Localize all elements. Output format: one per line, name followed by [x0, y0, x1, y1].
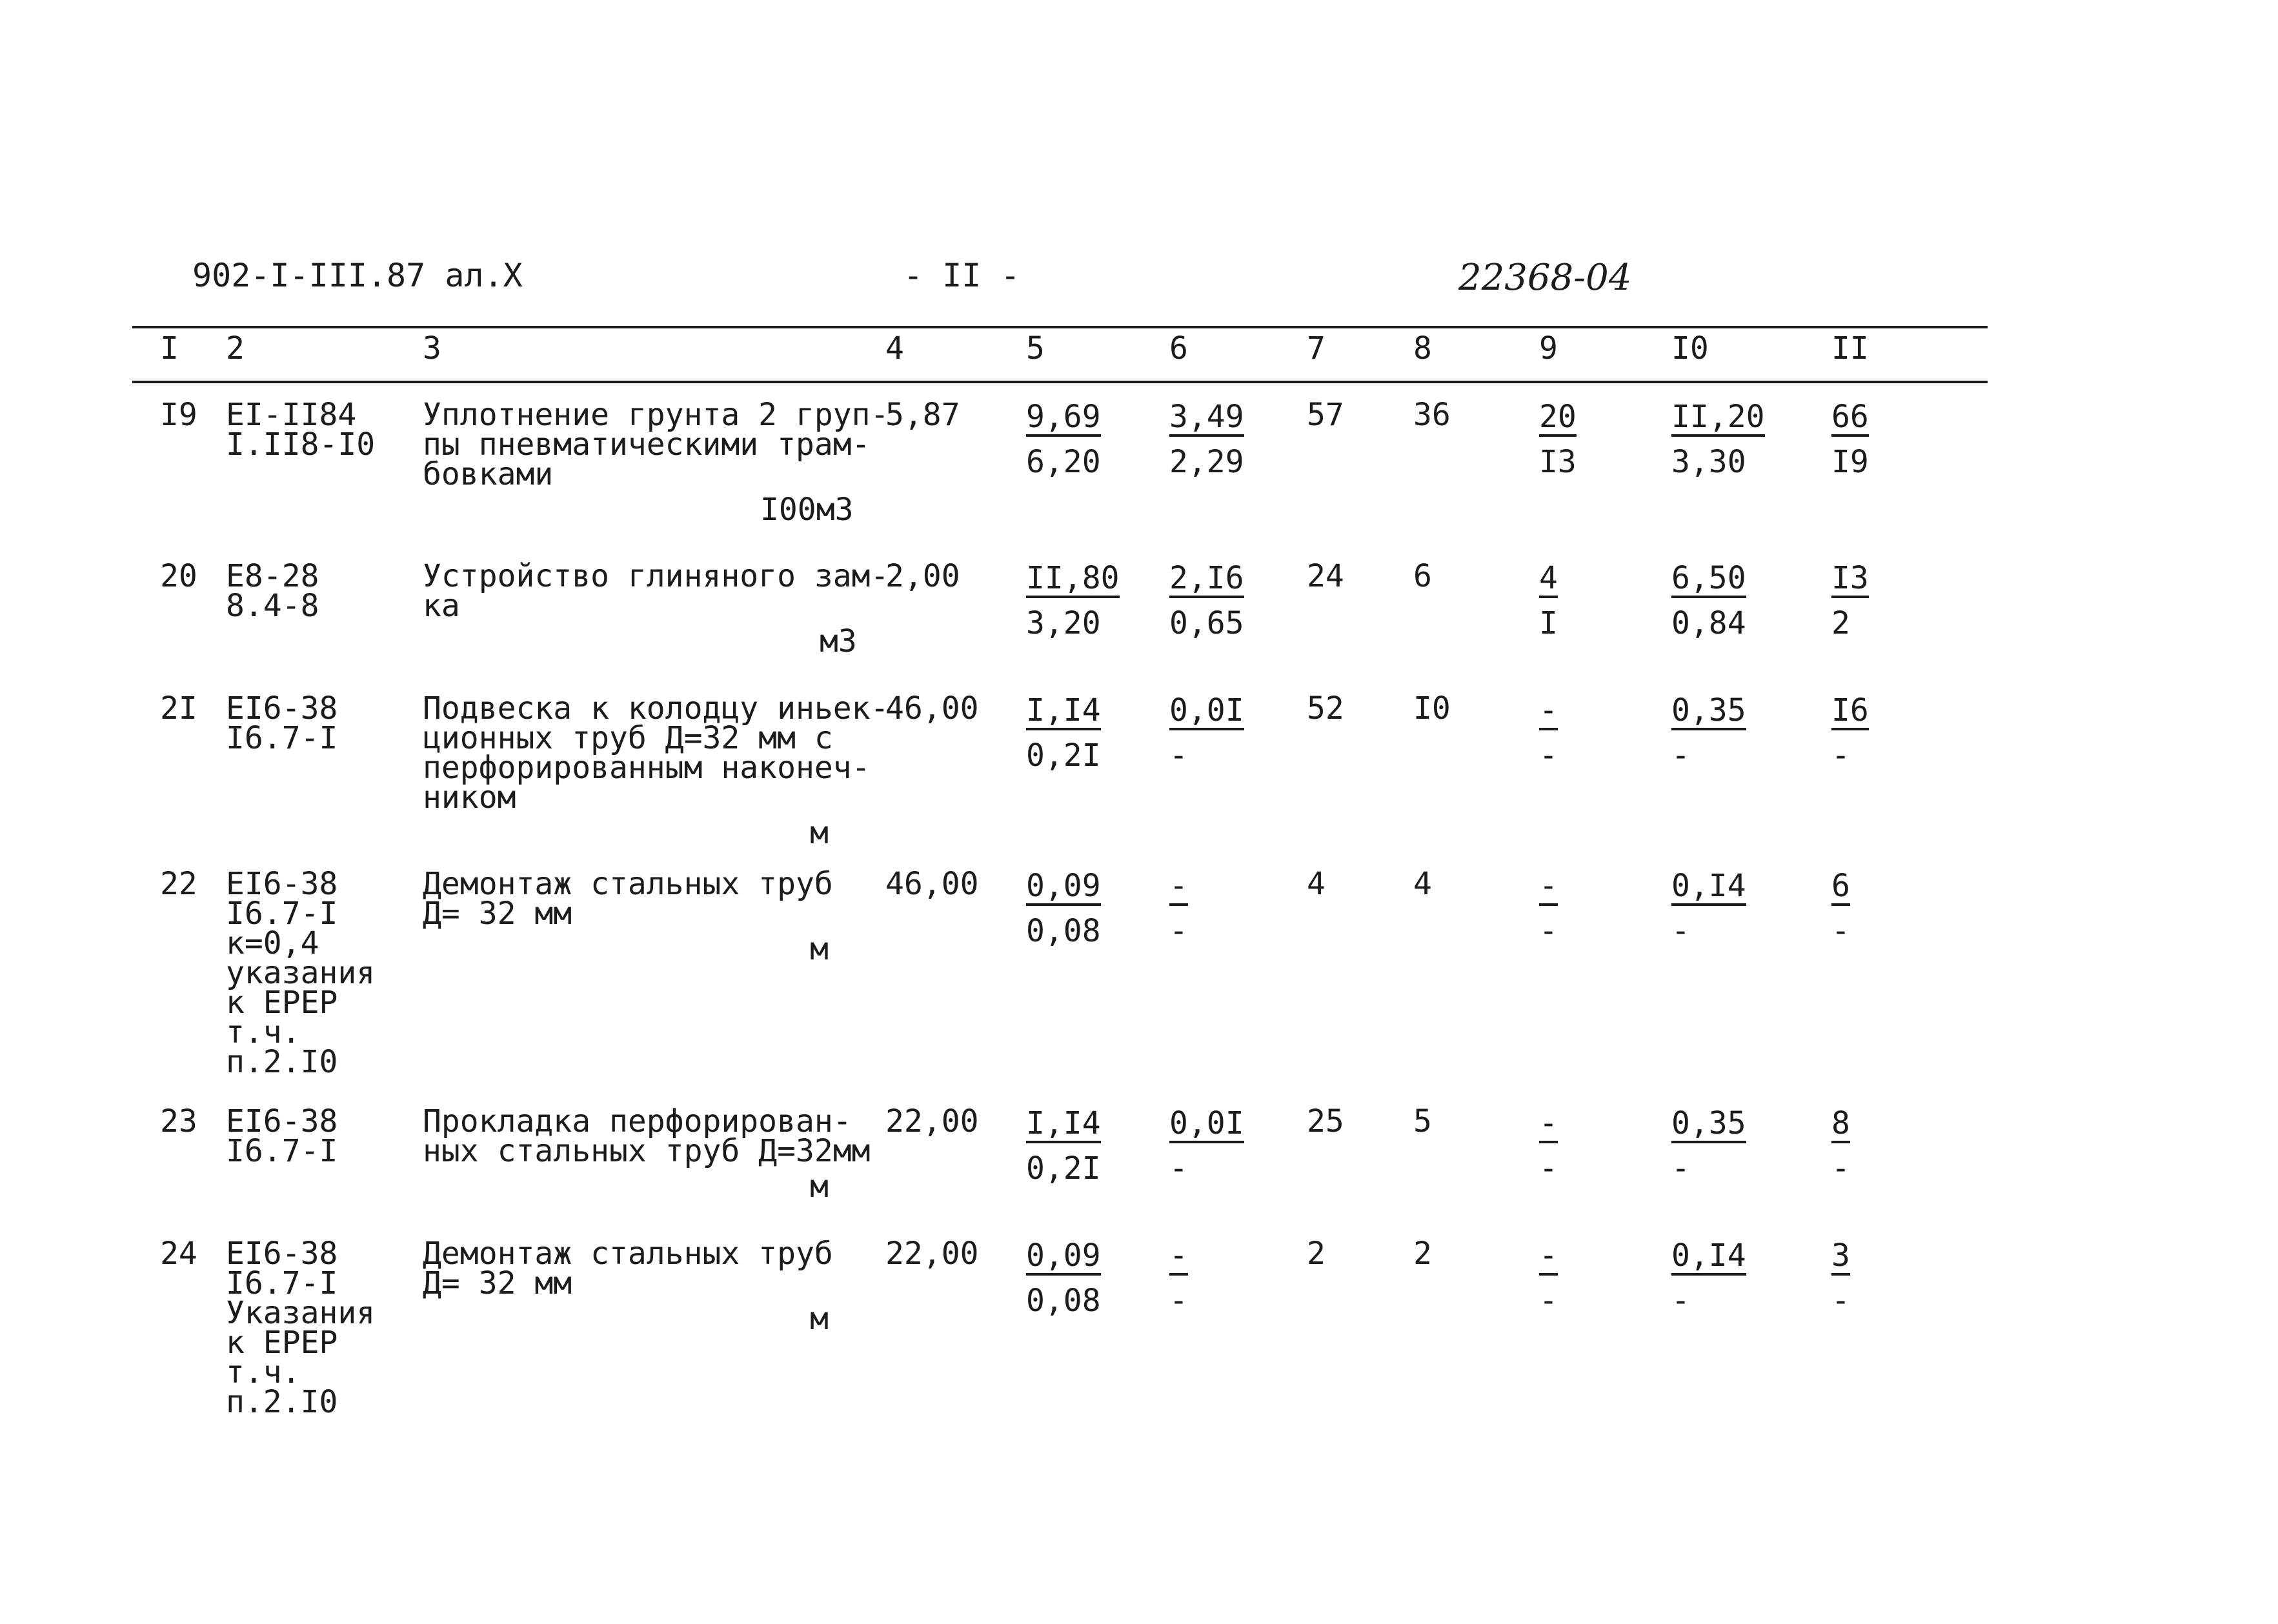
norm-code-line: I6.7-I [226, 720, 338, 756]
sheet-code: 22368-04 [1458, 257, 1632, 299]
unit-cost [1026, 560, 1120, 639]
labor-cost: 24 [1307, 558, 1344, 594]
column-number-11: II [1831, 330, 1869, 366]
unit-cost-wages: 0,2I [1026, 737, 1101, 774]
labor-input [1671, 1105, 1746, 1185]
unit-cost [1026, 1238, 1101, 1317]
work-description [423, 866, 862, 932]
labor-input [1671, 1238, 1746, 1317]
column-number-7: 7 [1307, 330, 1325, 366]
labor-wages: I0 [1413, 690, 1451, 727]
column-number-8: 8 [1413, 330, 1432, 366]
labor-cost: 57 [1307, 397, 1344, 433]
unit-cost-wages: 0,08 [1026, 1283, 1101, 1319]
unit-of-measure: I00м3 [760, 492, 854, 528]
quantity: 5,87 [885, 397, 960, 433]
labor-input [1671, 399, 1765, 478]
machine-cost [1169, 1105, 1244, 1185]
norm-code-line: I6.7-I [226, 896, 338, 932]
description-line: ных стальных труб Д=32мм [423, 1133, 871, 1169]
labor-input [1671, 868, 1746, 947]
row-number: 24 [160, 1236, 197, 1272]
unit-cost [1026, 399, 1101, 478]
labor-input-total: 0,35 [1671, 694, 1746, 730]
labor-wages: 36 [1413, 397, 1451, 433]
work-description [423, 690, 889, 816]
machine-cost-total: 3,49 [1169, 401, 1244, 437]
labor-total [1831, 399, 1869, 478]
labor-total-wages: I9 [1831, 444, 1869, 480]
norm-code [226, 1236, 376, 1420]
document-code: 902-I-III.87 ал.X [192, 257, 523, 294]
unit-cost-wages: 0,08 [1026, 913, 1101, 949]
norm-code [226, 866, 376, 1080]
row-number: 22 [160, 866, 197, 902]
description-line: бовками [423, 456, 554, 492]
labor-cost: 4 [1307, 866, 1325, 902]
labor-total [1831, 560, 1869, 639]
labor-input-wages: - [1671, 1150, 1690, 1187]
labor-total-wages: - [1831, 1283, 1850, 1319]
column-number-9: 9 [1539, 330, 1558, 366]
row-number: I9 [160, 397, 197, 433]
labor-total-total: 8 [1831, 1107, 1850, 1143]
labor-input-total: 6,50 [1671, 562, 1746, 598]
labor-total-total: I6 [1831, 694, 1869, 730]
table-top-rule [132, 326, 1988, 328]
work-description [423, 1236, 862, 1301]
labor-input [1671, 560, 1746, 639]
labor-wages: 6 [1413, 558, 1432, 594]
norm-code-line: 8.4-8 [226, 588, 319, 624]
quantity: 2,00 [885, 558, 960, 594]
machine-cost [1169, 560, 1244, 639]
description-line: пы пневматическими трам- [423, 426, 871, 463]
norm-code [226, 397, 376, 463]
norm-code [226, 690, 338, 756]
norm-code-line: т.ч. [226, 1014, 301, 1050]
machine-cost-total: 0,0I [1169, 1107, 1244, 1143]
machine-total-wages: - [1539, 1150, 1558, 1187]
norm-code-line: к=0,4 [226, 925, 319, 961]
column-number-4: 4 [885, 330, 904, 366]
norm-code-line: I6.7-I [226, 1265, 338, 1301]
labor-input-wages: 3,30 [1671, 444, 1746, 480]
machine-total-total: - [1539, 1107, 1558, 1143]
machine-cost-total: - [1169, 870, 1188, 906]
labor-total [1831, 1238, 1850, 1317]
unit-cost [1026, 692, 1101, 772]
norm-code-line: к ЕРЕР [226, 1325, 338, 1361]
unit-cost-total: 0,09 [1026, 1239, 1101, 1276]
machine-total [1539, 1238, 1558, 1317]
unit-of-measure: м [810, 1168, 829, 1205]
machine-total-total: - [1539, 694, 1558, 730]
norm-code-line: EI6-38 [226, 1103, 338, 1139]
description-line: Демонтаж стальных труб [423, 866, 833, 902]
machine-cost-wages: - [1169, 1283, 1188, 1319]
labor-cost: 25 [1307, 1103, 1344, 1139]
norm-code-line: п.2.I0 [226, 1384, 338, 1420]
machine-cost [1169, 868, 1188, 947]
machine-total-wages: - [1539, 737, 1558, 774]
labor-input [1671, 692, 1746, 772]
machine-total-total: - [1539, 870, 1558, 906]
description-line: ционных труб Д=32 мм с [423, 720, 833, 756]
machine-total-total: - [1539, 1239, 1558, 1276]
machine-cost [1169, 1238, 1188, 1317]
norm-code-line: указания [226, 955, 376, 991]
machine-total [1539, 560, 1558, 639]
machine-cost-wages: - [1169, 913, 1188, 949]
unit-cost-wages: 0,2I [1026, 1150, 1101, 1187]
column-number-10: I0 [1671, 330, 1709, 366]
column-number-6: 6 [1169, 330, 1188, 366]
labor-input-total: 0,35 [1671, 1107, 1746, 1143]
description-line: перфорированным наконеч- [423, 750, 871, 786]
machine-cost-wages: 2,29 [1169, 444, 1244, 480]
unit-of-measure: м [810, 1301, 829, 1337]
row-number: 2I [160, 690, 197, 727]
labor-input-wages: - [1671, 1283, 1690, 1319]
labor-total-total: 3 [1831, 1239, 1850, 1276]
description-line: Д= 32 мм [423, 1265, 572, 1301]
norm-code-line: EI6-38 [226, 690, 338, 727]
unit-cost-total: 0,09 [1026, 870, 1101, 906]
norm-code-line: EI6-38 [226, 1236, 338, 1272]
unit-cost-total: I,I4 [1026, 1107, 1101, 1143]
norm-code-line: EI-II84 [226, 397, 357, 433]
machine-total-total: 4 [1539, 562, 1558, 598]
machine-total-wages: - [1539, 1283, 1558, 1319]
column-number-2: 2 [226, 330, 245, 366]
quantity: 46,00 [885, 690, 979, 727]
labor-input-wages: 0,84 [1671, 605, 1746, 641]
machine-total-wages: I [1539, 605, 1558, 641]
norm-code-line: п.2.I0 [226, 1044, 338, 1080]
labor-total-total: 66 [1831, 401, 1869, 437]
labor-total-wages: - [1831, 737, 1850, 774]
page-number: - II - [903, 257, 1020, 294]
labor-total-total: 6 [1831, 870, 1850, 906]
description-line: ка [423, 588, 460, 624]
quantity: 22,00 [885, 1103, 979, 1139]
labor-total-total: I3 [1831, 562, 1869, 598]
norm-code-line: E8-28 [226, 558, 319, 594]
machine-cost-wages: - [1169, 1150, 1188, 1187]
labor-cost: 52 [1307, 690, 1344, 727]
labor-total-wages: - [1831, 1150, 1850, 1187]
quantity: 46,00 [885, 866, 979, 902]
labor-input-total: 0,I4 [1671, 870, 1746, 906]
description-line: Уплотнение грунта 2 груп- [423, 397, 889, 433]
norm-code [226, 1103, 338, 1169]
unit-of-measure: м [810, 815, 829, 851]
unit-cost-total: I,I4 [1026, 694, 1101, 730]
column-number-3: 3 [423, 330, 441, 366]
machine-cost-total: - [1169, 1239, 1188, 1276]
description-line: Д= 32 мм [423, 896, 572, 932]
description-line: Демонтаж стальных труб [423, 1236, 833, 1272]
machine-cost [1169, 692, 1244, 772]
norm-code-line: EI6-38 [226, 866, 338, 902]
labor-input-total: II,20 [1671, 401, 1765, 437]
description-line: ником [423, 779, 516, 816]
description-line: Устройство глиняного зам- [423, 558, 889, 594]
labor-wages: 2 [1413, 1236, 1432, 1272]
norm-code-line: к ЕРЕР [226, 985, 338, 1021]
machine-cost [1169, 399, 1244, 478]
unit-cost-total: II,80 [1026, 562, 1120, 598]
labor-input-total: 0,I4 [1671, 1239, 1746, 1276]
machine-total [1539, 692, 1558, 772]
column-number-5: 5 [1026, 330, 1045, 366]
machine-cost-total: 0,0I [1169, 694, 1244, 730]
labor-total [1831, 868, 1850, 947]
labor-wages: 5 [1413, 1103, 1432, 1139]
labor-total-wages: 2 [1831, 605, 1850, 641]
work-description [423, 1103, 871, 1169]
labor-cost: 2 [1307, 1236, 1325, 1272]
norm-code-line: I.II8-I0 [226, 426, 376, 463]
quantity: 22,00 [885, 1236, 979, 1272]
labor-input-wages: - [1671, 737, 1690, 774]
machine-cost-wages: 0,65 [1169, 605, 1244, 641]
machine-total [1539, 399, 1577, 478]
norm-code [226, 558, 319, 624]
row-number: 23 [160, 1103, 197, 1139]
row-number: 20 [160, 558, 197, 594]
unit-cost-total: 9,69 [1026, 401, 1101, 437]
description-line: Подвеска к колодцу иньек- [423, 690, 889, 727]
unit-cost-wages: 6,20 [1026, 444, 1101, 480]
machine-total [1539, 868, 1558, 947]
table-header-rule [132, 381, 1988, 383]
unit-cost [1026, 868, 1101, 947]
machine-total [1539, 1105, 1558, 1185]
labor-total [1831, 692, 1869, 772]
unit-of-measure: м [810, 931, 829, 967]
labor-total-wages: - [1831, 913, 1850, 949]
norm-code-line: Указания [226, 1295, 376, 1331]
description-line: Прокладка перфорирован- [423, 1103, 852, 1139]
unit-of-measure: м3 [820, 623, 857, 659]
machine-cost-wages: - [1169, 737, 1188, 774]
unit-cost [1026, 1105, 1101, 1185]
labor-wages: 4 [1413, 866, 1432, 902]
machine-total-wages: - [1539, 913, 1558, 949]
machine-total-wages: I3 [1539, 444, 1577, 480]
labor-input-wages: - [1671, 913, 1690, 949]
machine-cost-total: 2,I6 [1169, 562, 1244, 598]
norm-code-line: т.ч. [226, 1354, 301, 1390]
norm-code-line: I6.7-I [226, 1133, 338, 1169]
unit-cost-wages: 3,20 [1026, 605, 1101, 641]
work-description [423, 558, 889, 624]
machine-total-total: 20 [1539, 401, 1577, 437]
column-number-1: I [160, 330, 179, 366]
work-description [423, 397, 889, 492]
labor-total [1831, 1105, 1850, 1185]
